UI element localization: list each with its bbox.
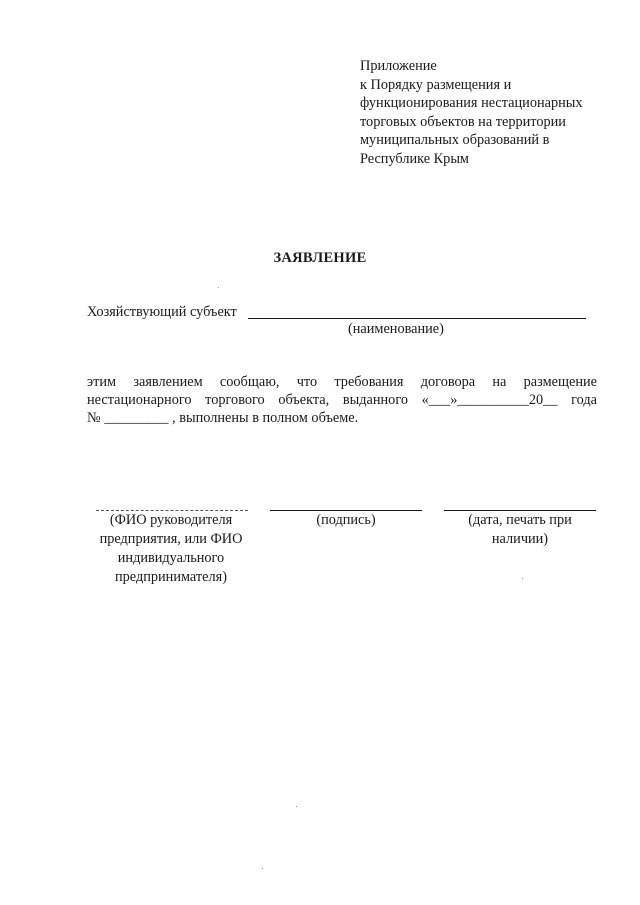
- scan-speck: [296, 806, 297, 807]
- head-name-caption: [90, 511, 252, 587]
- statement-paragraph: [87, 373, 597, 428]
- caption-line: предприятия, или ФИО: [99, 531, 243, 547]
- scan-speck: [522, 578, 523, 579]
- appendix-line: функционирования нестационарных: [360, 95, 583, 112]
- caption-line: наличии): [491, 531, 549, 547]
- signature-caption: [270, 511, 422, 530]
- statement-line: нестационарного торгового объекта, выданного «___»__________20__ года: [87, 392, 597, 409]
- scan-speck: [218, 287, 219, 288]
- statement-line: этим заявлением сообщаю, что требования договора на размещение: [87, 374, 597, 390]
- subject-name-field[interactable]: [248, 318, 586, 319]
- scan-speck: [262, 868, 263, 869]
- appendix-line: Республике Крым: [360, 150, 469, 167]
- document-title: ЗАЯВЛЕНИЕ: [273, 250, 367, 266]
- appendix-line: торговых объектов на территории: [360, 113, 566, 130]
- appendix-line: муниципальных образований в: [360, 132, 550, 149]
- subject-label: Хозяйствующий субъект: [87, 304, 237, 320]
- subject-name-caption: (наименование): [348, 321, 444, 337]
- caption-line: предпринимателя): [115, 569, 227, 585]
- appendix-line: Приложение: [360, 58, 437, 74]
- caption-line: (ФИО руководителя: [109, 512, 233, 528]
- date-stamp-caption: [444, 511, 596, 549]
- statement-line: № _________ , выполнены в полном объеме.: [87, 410, 359, 427]
- appendix-header: [360, 57, 620, 169]
- caption-line: (дата, печать при: [468, 512, 572, 528]
- caption-line: индивидуального: [117, 550, 225, 566]
- appendix-line: к Порядку размещения и: [360, 76, 512, 93]
- caption-line: (подпись): [316, 512, 376, 528]
